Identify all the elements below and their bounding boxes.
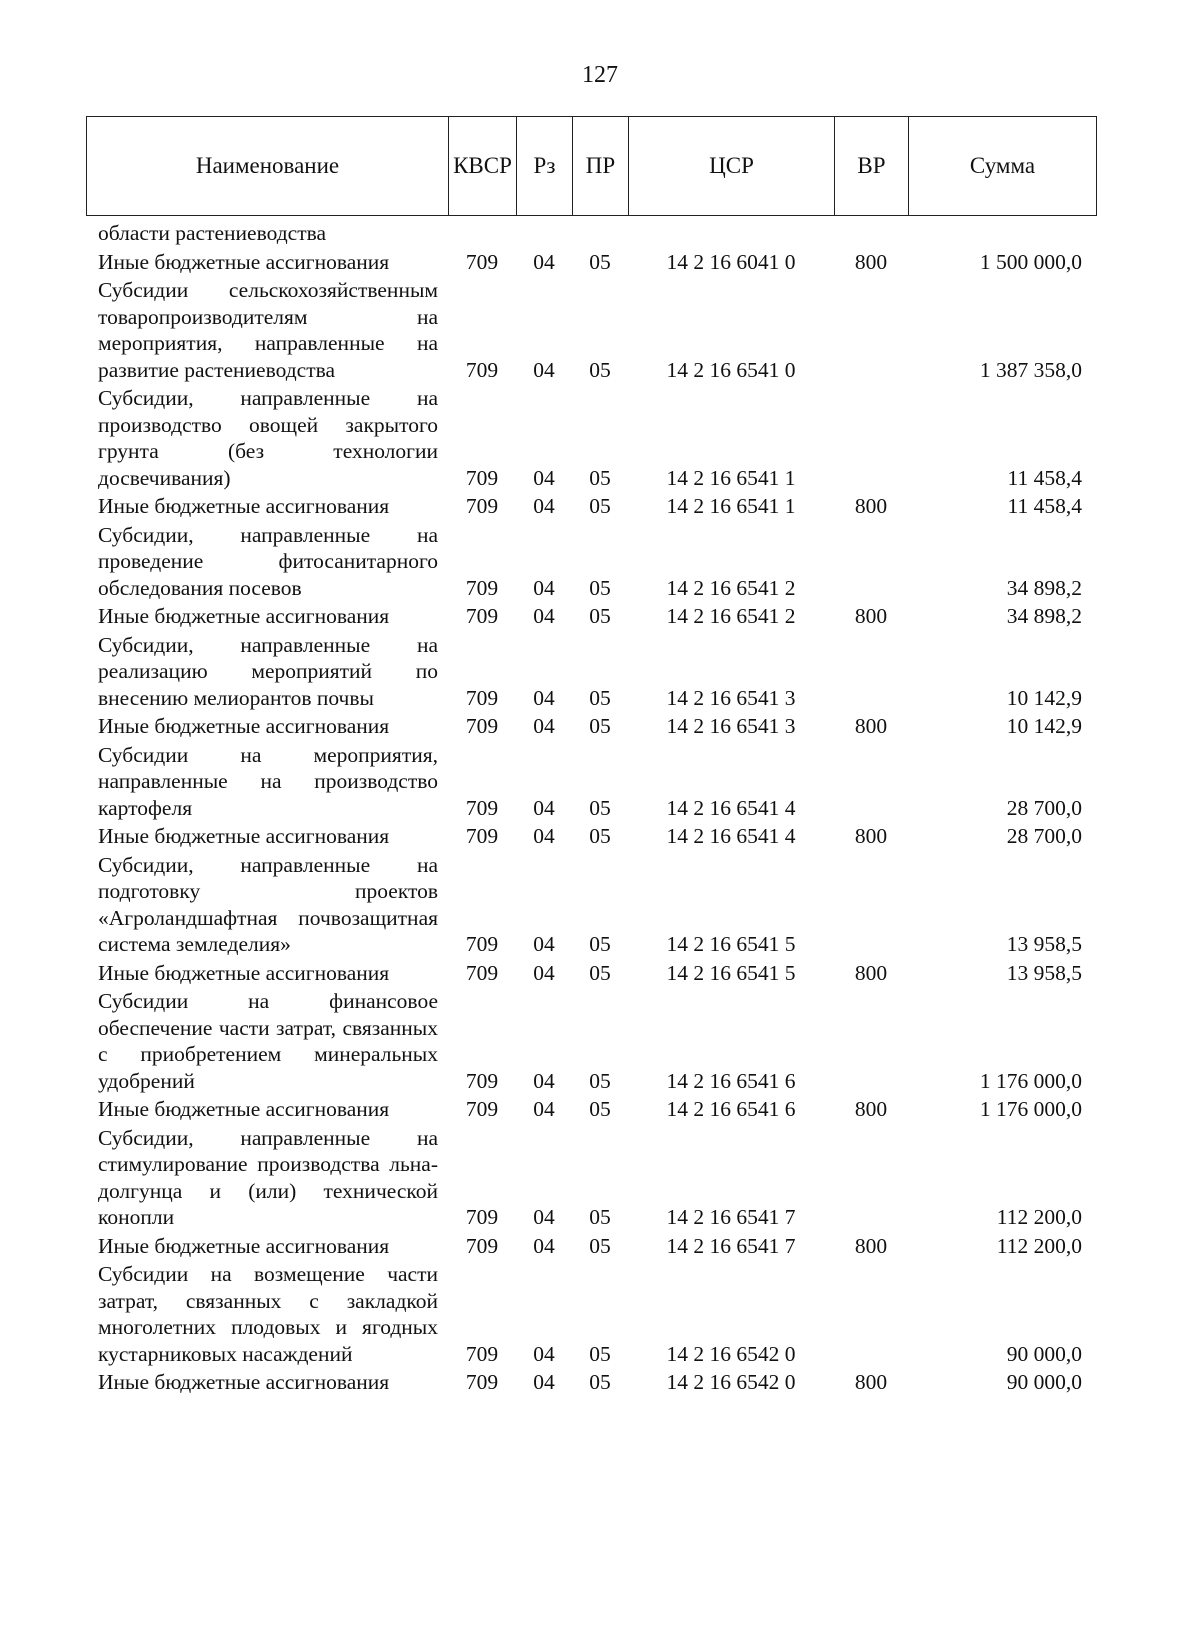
row-kvsr: 709 — [465, 575, 499, 600]
row-name: Субсидии на финансовое обеспечение части затрат, связанных с приобретением минеральных удобрений — [98, 989, 438, 1093]
row-name: Иные бюджетные ассигнования — [98, 1233, 390, 1258]
row-vr — [834, 1123, 908, 1231]
row-kvsr: 709 — [465, 714, 499, 738]
row-vr — [834, 383, 908, 491]
row-name: Иные бюджетные ассигнования — [98, 1370, 390, 1394]
row-kvsr: 709 — [465, 1068, 499, 1093]
row-rz: 04 — [533, 465, 555, 490]
row-kvsr: 709 — [465, 795, 499, 820]
row-csr: 14 2 16 6541 5 — [666, 932, 796, 956]
row-sum: 28 700,0 — [1006, 795, 1082, 820]
column-header-pr: ПР — [573, 117, 629, 216]
row-kvsr — [448, 218, 516, 247]
row-pr: 05 — [589, 824, 611, 848]
row-kvsr: 709 — [465, 960, 499, 985]
row-vr — [834, 740, 908, 822]
row-kvsr: 709 — [465, 357, 499, 382]
row-csr: 14 2 16 6541 1 — [666, 465, 796, 490]
row-kvsr: 709 — [465, 1205, 499, 1229]
row-kvsr: 709 — [465, 1097, 499, 1121]
row-pr: 05 — [589, 1341, 611, 1366]
row-sum: 1 500 000,0 — [979, 249, 1082, 274]
row-rz: 04 — [533, 932, 555, 956]
table-row — [86, 630, 1096, 712]
row-name: Субсидии, направленные на стимулирование производства льна-долгунца и (или) технической конопли — [98, 1125, 438, 1229]
row-csr: 14 2 16 6541 4 — [666, 824, 796, 848]
row-pr: 05 — [589, 357, 611, 382]
table-row — [86, 601, 1096, 630]
column-header-vr: ВР — [835, 117, 909, 216]
table-row — [86, 1094, 1096, 1123]
row-csr: 14 2 16 6541 0 — [666, 357, 796, 382]
table-row — [86, 491, 1096, 520]
row-csr: 14 2 16 6541 2 — [666, 575, 796, 600]
row-name: Иные бюджетные ассигнования — [98, 1097, 390, 1121]
row-kvsr: 709 — [465, 1370, 499, 1394]
row-vr: 800 — [854, 249, 888, 274]
row-pr: 05 — [589, 960, 611, 985]
row-name: Субсидии на мероприятия, направленные на производство картофеля — [98, 742, 438, 820]
row-pr: 05 — [589, 1205, 611, 1229]
row-name: Субсидии, направленные на проведение фитосанитарного обследования посевов — [98, 522, 438, 600]
row-vr — [834, 218, 908, 247]
row-sum: 90 000,0 — [1006, 1370, 1082, 1394]
row-kvsr: 709 — [465, 685, 499, 710]
row-rz: 04 — [533, 824, 555, 848]
row-vr: 800 — [854, 960, 888, 985]
row-name: Субсидии, направленные на реализацию мероприятий по внесению мелиорантов почвы — [98, 632, 438, 710]
row-name: Иные бюджетные ассигнования — [98, 604, 390, 628]
row-name: Иные бюджетные ассигнования — [98, 824, 390, 848]
row-sum: 34 898,2 — [1006, 575, 1082, 600]
row-pr: 05 — [589, 575, 611, 600]
row-csr: 14 2 16 6541 3 — [666, 714, 796, 738]
row-pr: 05 — [589, 714, 611, 738]
row-pr: 05 — [589, 1370, 611, 1394]
table-row — [86, 1231, 1096, 1260]
row-csr: 14 2 16 6541 2 — [666, 604, 796, 628]
row-kvsr: 709 — [465, 465, 499, 490]
row-name: Субсидии, направленные на производство овощей закрытого грунта (без технологии досвечивания) — [98, 386, 438, 490]
row-rz: 04 — [533, 1370, 555, 1394]
row-rz: 04 — [533, 960, 555, 985]
row-rz: 04 — [533, 249, 555, 274]
row-pr — [572, 218, 628, 247]
row-name: Субсидии, направленные на подготовку проектов «Агроландшафтная почвозащитная система земледелия» — [98, 852, 438, 956]
page-number: 127 — [582, 62, 618, 88]
row-sum: 34 898,2 — [1006, 604, 1082, 628]
row-kvsr: 709 — [465, 494, 499, 518]
table-row — [86, 821, 1096, 850]
row-pr: 05 — [589, 1233, 611, 1258]
table-row — [86, 850, 1096, 958]
row-vr — [834, 986, 908, 1094]
row-vr: 800 — [854, 1370, 888, 1394]
row-rz: 04 — [533, 1205, 555, 1229]
row-sum: 28 700,0 — [1006, 824, 1082, 848]
row-csr: 14 2 16 6541 7 — [666, 1205, 796, 1229]
row-rz: 04 — [533, 575, 555, 600]
row-vr: 800 — [854, 1233, 888, 1258]
row-sum: 11 458,4 — [1007, 465, 1082, 490]
row-csr: 14 2 16 6541 6 — [666, 1068, 796, 1093]
row-vr — [834, 1259, 908, 1367]
row-kvsr: 709 — [465, 249, 499, 274]
table-row — [86, 1259, 1096, 1367]
row-kvsr: 709 — [465, 932, 499, 956]
row-csr: 14 2 16 6541 4 — [666, 795, 796, 820]
row-pr: 05 — [589, 604, 611, 628]
row-pr: 05 — [589, 685, 611, 710]
row-csr: 14 2 16 6542 0 — [666, 1341, 796, 1366]
row-name: Иные бюджетные ассигнования — [98, 249, 390, 274]
row-csr: 14 2 16 6541 3 — [666, 685, 796, 710]
row-pr: 05 — [589, 494, 611, 518]
row-csr: 14 2 16 6541 6 — [666, 1097, 796, 1121]
row-kvsr: 709 — [465, 1341, 499, 1366]
row-pr: 05 — [589, 1097, 611, 1121]
row-name: Субсидии на возмещение части затрат, связанных с закладкой многолетних плодовых и ягодных кустарниковых насаждений — [98, 1262, 438, 1366]
row-sum: 10 142,9 — [1006, 714, 1082, 738]
table-header — [86, 116, 1097, 216]
row-rz: 04 — [533, 685, 555, 710]
row-sum: 1 176 000,0 — [979, 1068, 1082, 1093]
row-name: Иные бюджетные ассигнования — [98, 714, 390, 738]
row-sum: 13 958,5 — [1006, 960, 1082, 985]
table-row — [86, 520, 1096, 602]
row-sum: 13 958,5 — [1006, 932, 1082, 956]
row-vr: 800 — [854, 494, 888, 518]
row-rz: 04 — [533, 1097, 555, 1121]
table-row — [86, 247, 1096, 276]
row-sum: 112 200,0 — [996, 1205, 1082, 1229]
row-vr: 800 — [854, 824, 888, 848]
row-sum — [908, 218, 1096, 247]
table-row — [86, 740, 1096, 822]
row-kvsr: 709 — [465, 824, 499, 848]
row-sum: 90 000,0 — [1006, 1341, 1082, 1366]
row-pr: 05 — [589, 249, 611, 274]
column-header-sum: Сумма — [909, 117, 1097, 216]
row-vr — [834, 630, 908, 712]
row-csr: 14 2 16 6541 1 — [666, 494, 796, 518]
table-row — [86, 986, 1096, 1094]
row-sum: 11 458,4 — [1007, 494, 1082, 518]
row-rz: 04 — [533, 604, 555, 628]
row-vr — [834, 275, 908, 383]
column-header-csr: ЦСР — [629, 117, 835, 216]
row-pr: 05 — [589, 1068, 611, 1093]
row-kvsr: 709 — [465, 604, 499, 628]
table-row — [86, 958, 1096, 987]
budget-table — [86, 218, 1096, 1396]
row-sum: 112 200,0 — [996, 1233, 1082, 1258]
row-rz: 04 — [533, 1068, 555, 1093]
table-row — [86, 711, 1096, 740]
column-header-kvsr: КВСР — [449, 117, 517, 216]
row-rz: 04 — [533, 795, 555, 820]
row-kvsr: 709 — [465, 1233, 499, 1258]
table-body — [86, 218, 1096, 1396]
row-name: Субсидии сельскохозяйственным товаропроизводителям на мероприятия, направленные на развитие растениеводства — [98, 278, 438, 382]
row-csr: 14 2 16 6541 5 — [666, 960, 796, 985]
row-sum: 10 142,9 — [1006, 685, 1082, 710]
column-header-name: Наименование — [87, 117, 449, 216]
row-csr: 14 2 16 6541 7 — [666, 1233, 796, 1258]
row-rz: 04 — [533, 357, 555, 382]
row-sum: 1 176 000,0 — [979, 1097, 1082, 1121]
row-rz: 04 — [533, 1341, 555, 1366]
row-vr — [834, 520, 908, 602]
row-vr — [834, 850, 908, 958]
row-name: Иные бюджетные ассигнования — [98, 960, 390, 985]
row-rz: 04 — [533, 1233, 555, 1258]
row-csr: 14 2 16 6542 0 — [666, 1370, 796, 1394]
column-header-rz: Рз — [517, 117, 573, 216]
row-name: области растениеводства — [98, 221, 326, 245]
row-sum: 1 387 358,0 — [979, 357, 1082, 382]
row-vr: 800 — [854, 1097, 888, 1121]
table-row — [86, 275, 1096, 383]
row-pr: 05 — [589, 932, 611, 956]
row-name: Иные бюджетные ассигнования — [98, 494, 390, 518]
row-rz — [516, 218, 572, 247]
row-pr: 05 — [589, 465, 611, 490]
row-pr: 05 — [589, 795, 611, 820]
table-row — [86, 1123, 1096, 1231]
row-vr: 800 — [854, 714, 888, 738]
row-csr: 14 2 16 6041 0 — [666, 249, 796, 274]
row-rz: 04 — [533, 714, 555, 738]
table-row — [86, 383, 1096, 491]
row-rz: 04 — [533, 494, 555, 518]
row-vr: 800 — [854, 604, 888, 628]
table-row — [86, 1367, 1096, 1396]
row-csr — [628, 218, 834, 247]
table-row — [86, 218, 1096, 247]
